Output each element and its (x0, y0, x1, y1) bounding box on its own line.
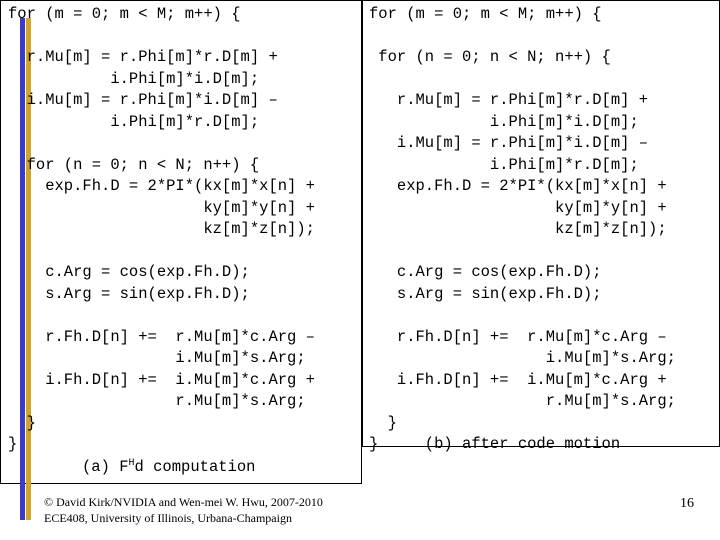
right-code-line: i.Phi[m]*i.D[m]; (369, 112, 639, 131)
right-code-line: i.Phi[m]*r.D[m]; (369, 155, 639, 174)
right-code-line: kz[m]*z[n]); (369, 220, 667, 238)
right-code-line: i.Mu[m] = r.Phi[m]*i.D[m] – (369, 134, 649, 152)
left-code-line: } (8, 413, 36, 432)
right-code-line: s.Arg = sin(exp.Fh.D); (369, 284, 602, 303)
left-caption: (a) $F^Hd$ computation (82, 458, 256, 477)
right-code-line (369, 69, 676, 91)
left-code-line (8, 241, 315, 263)
right-code-line: r.Fh.D[n] += r.Mu[m]*c.Arg – (369, 327, 667, 346)
right-code-line: ky[m]*y[n] + (369, 198, 667, 217)
left-code-line: } (8, 435, 18, 453)
left-code-line: ky[m]*y[n] + (8, 198, 315, 217)
left-code-line: exp.Fh.D = 2*PI*(kx[m]*x[n] + (8, 177, 315, 195)
footer-line-2: ECE408, University of Illinois, Urbana-Champaign (44, 511, 292, 525)
copyright-footer (44, 494, 323, 526)
left-code-line: c.Arg = cos(exp.Fh.D); (8, 263, 250, 281)
right-code-line: exp.Fh.D = 2*PI*(kx[m]*x[n] + (369, 177, 667, 195)
left-code-line: i.Mu[m]*s.Arg; (8, 349, 306, 367)
right-code-line: c.Arg = cos(exp.Fh.D); (369, 263, 602, 281)
left-code-block (8, 4, 315, 456)
left-code-line: for (n = 0; n < N; n++) { (8, 155, 260, 174)
left-code-line: i.Mu[m] = r.Phi[m]*i.D[m] – (8, 91, 278, 109)
right-code-line: } (b) after code motion (369, 435, 621, 453)
left-code-line: i.Phi[m]*i.D[m]; (8, 69, 260, 88)
left-code-line (8, 305, 315, 327)
left-code-line: kz[m]*z[n]); (8, 220, 315, 238)
left-code-line: i.Phi[m]*r.D[m]; (8, 112, 260, 131)
right-code-line: r.Mu[m]*s.Arg; (369, 392, 676, 410)
right-code-line: i.Mu[m]*s.Arg; (369, 349, 676, 367)
right-code-line: i.Fh.D[n] += i.Mu[m]*c.Arg + (369, 370, 667, 389)
left-code-line (8, 133, 315, 155)
right-code-line: for (m = 0; m < M; m++) { (369, 5, 602, 23)
left-code-line: r.Mu[m]*s.Arg; (8, 392, 306, 410)
footer-line-1: © David Kirk/NVIDIA and Wen-mei W. Hwu, 2007-2010 (44, 495, 323, 509)
right-code-line (369, 241, 676, 263)
left-code-line: i.Fh.D[n] += i.Mu[m]*c.Arg + (8, 370, 315, 389)
left-code-line: r.Fh.D[n] += r.Mu[m]*c.Arg – (8, 327, 315, 346)
left-code-line: for (m = 0; m < M; m++) { (8, 5, 241, 23)
left-code-line (8, 26, 315, 48)
right-code-line: } (369, 413, 397, 432)
right-code-block (369, 4, 676, 456)
right-code-line (369, 26, 676, 48)
left-code-line: s.Arg = sin(exp.Fh.D); (8, 284, 250, 303)
page-number: 16 (680, 496, 694, 511)
right-code-line: r.Mu[m] = r.Phi[m]*r.D[m] + (369, 91, 649, 109)
right-code-line (369, 305, 676, 327)
right-code-line: for (n = 0; n < N; n++) { (369, 48, 611, 66)
left-code-line: r.Mu[m] = r.Phi[m]*r.D[m] + (8, 48, 278, 66)
